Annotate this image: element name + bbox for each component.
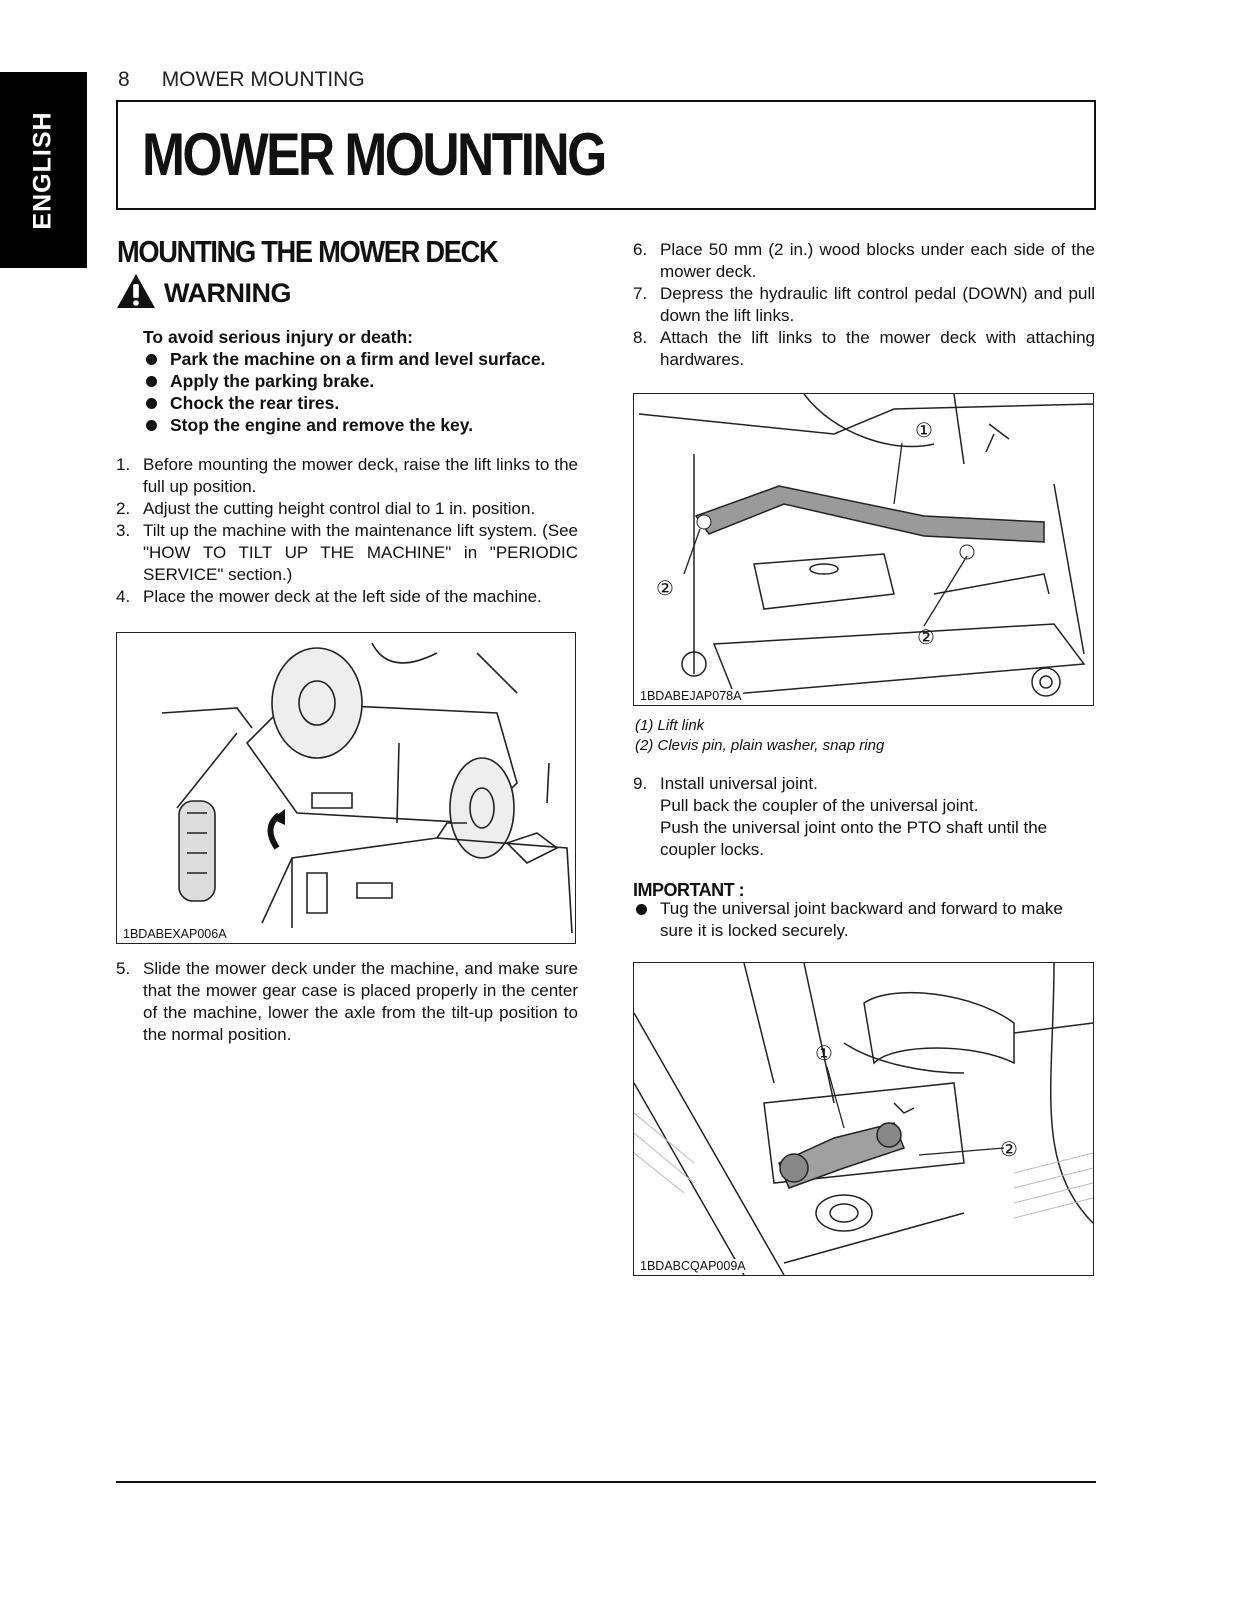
callout-lift-link: ① — [915, 418, 933, 442]
tilted-machine-illustration — [117, 633, 575, 943]
step-line: Push the universal joint onto the PTO shaft until the coupler locks. — [660, 818, 1048, 859]
step-number: 5. — [116, 959, 131, 978]
figure-code: 1BDABCQAP009A — [640, 1259, 746, 1273]
step-text: Adjust the cutting height control dial to 1 in. position. — [143, 499, 536, 518]
caption-item: (2) Clevis pin, plain washer, snap ring — [635, 737, 885, 754]
figure-tilted-machine — [116, 632, 576, 944]
warning-label: WARNING — [164, 278, 291, 308]
universal-joint-illustration — [634, 963, 1093, 1275]
step-text: Place the mower deck at the left side of the machine. — [143, 587, 542, 606]
step-item — [633, 327, 1095, 371]
figure-code: 1BDABEXAP006A — [123, 927, 227, 941]
step-item — [116, 520, 578, 586]
step-item — [116, 498, 578, 520]
footer-rule — [116, 1481, 1096, 1483]
lift-links-illustration — [634, 394, 1093, 705]
step-number: 7. — [633, 284, 648, 303]
warning-item: Park the machine on a firm and level surface. — [143, 348, 545, 370]
chapter-title: MOWER MOUNTING — [142, 121, 605, 188]
steps-list-right — [633, 239, 1095, 371]
step-text: Before mounting the mower deck, raise the lift links to the full up position. — [143, 455, 578, 496]
callout-coupler: ② — [1000, 1137, 1018, 1161]
language-tab-label: ENGLISH — [29, 110, 57, 230]
steps-list-left — [116, 454, 578, 608]
step-item — [633, 239, 1095, 283]
step-number: 3. — [116, 521, 131, 540]
callout-universal-joint: ① — [815, 1041, 833, 1065]
step-number: 2. — [116, 499, 131, 518]
important-item: Tug the universal joint backward and forward to make sure it is locked securely. — [633, 898, 1095, 942]
warning-item: Stop the engine and remove the key. — [143, 414, 545, 436]
language-tab — [0, 72, 87, 268]
warning-body — [143, 326, 545, 436]
step-9 — [633, 773, 1095, 861]
callout-clevis-pin: ② — [656, 576, 674, 600]
running-head-title: MOWER MOUNTING — [161, 68, 365, 91]
section-title: MOUNTING THE MOWER DECK — [117, 234, 498, 269]
step-text: Slide the mower deck under the machine, and make sure that the mower gear case is placed properly in the center of the machine, lower the axle from the tilt-up position to the normal position. — [143, 959, 578, 1044]
chapter-title-box — [116, 100, 1096, 210]
step-number: 1. — [116, 455, 131, 474]
step-item — [116, 454, 578, 498]
figure-code: 1BDABEJAP078A — [640, 689, 742, 703]
caption-item: (1) Lift link — [635, 717, 705, 734]
important-list — [633, 898, 1095, 942]
step-item — [116, 586, 578, 608]
step-text: Attach the lift links to the mower deck with attaching hardwares. — [660, 328, 1095, 369]
figure-lift-links — [633, 393, 1094, 706]
page-number: 8 — [118, 68, 130, 91]
important-label: IMPORTANT : — [633, 880, 745, 900]
step-item — [633, 283, 1095, 327]
steps-list-step5 — [116, 958, 578, 1046]
figure-captions — [635, 716, 884, 756]
warning-triangle-icon — [116, 273, 156, 309]
step-line: Pull back the coupler of the universal joint. — [660, 796, 979, 815]
warning-heading — [116, 273, 291, 309]
step-number: 8. — [633, 328, 648, 347]
step-line: Install universal joint. — [660, 774, 818, 793]
warning-list — [143, 348, 545, 436]
callout-clevis-pin: ② — [917, 625, 935, 649]
warning-item: Apply the parking brake. — [143, 370, 545, 392]
running-head — [118, 68, 365, 92]
step-text: Depress the hydraulic lift control pedal (DOWN) and pull down the lift links. — [660, 284, 1095, 325]
step-number: 9. — [633, 774, 648, 793]
step-text: Place 50 mm (2 in.) wood blocks under each side of the mower deck. — [660, 240, 1095, 281]
step-item — [116, 958, 578, 1046]
warning-item: Chock the rear tires. — [143, 392, 545, 414]
step-number: 6. — [633, 240, 648, 259]
warning-intro: To avoid serious injury or death: — [143, 327, 413, 347]
figure-universal-joint — [633, 962, 1094, 1276]
step-number: 4. — [116, 587, 131, 606]
step-text: Tilt up the machine with the maintenance lift system. (See "HOW TO TILT UP THE MACHINE" in "PERIODIC SERVICE" section.) — [143, 521, 578, 584]
